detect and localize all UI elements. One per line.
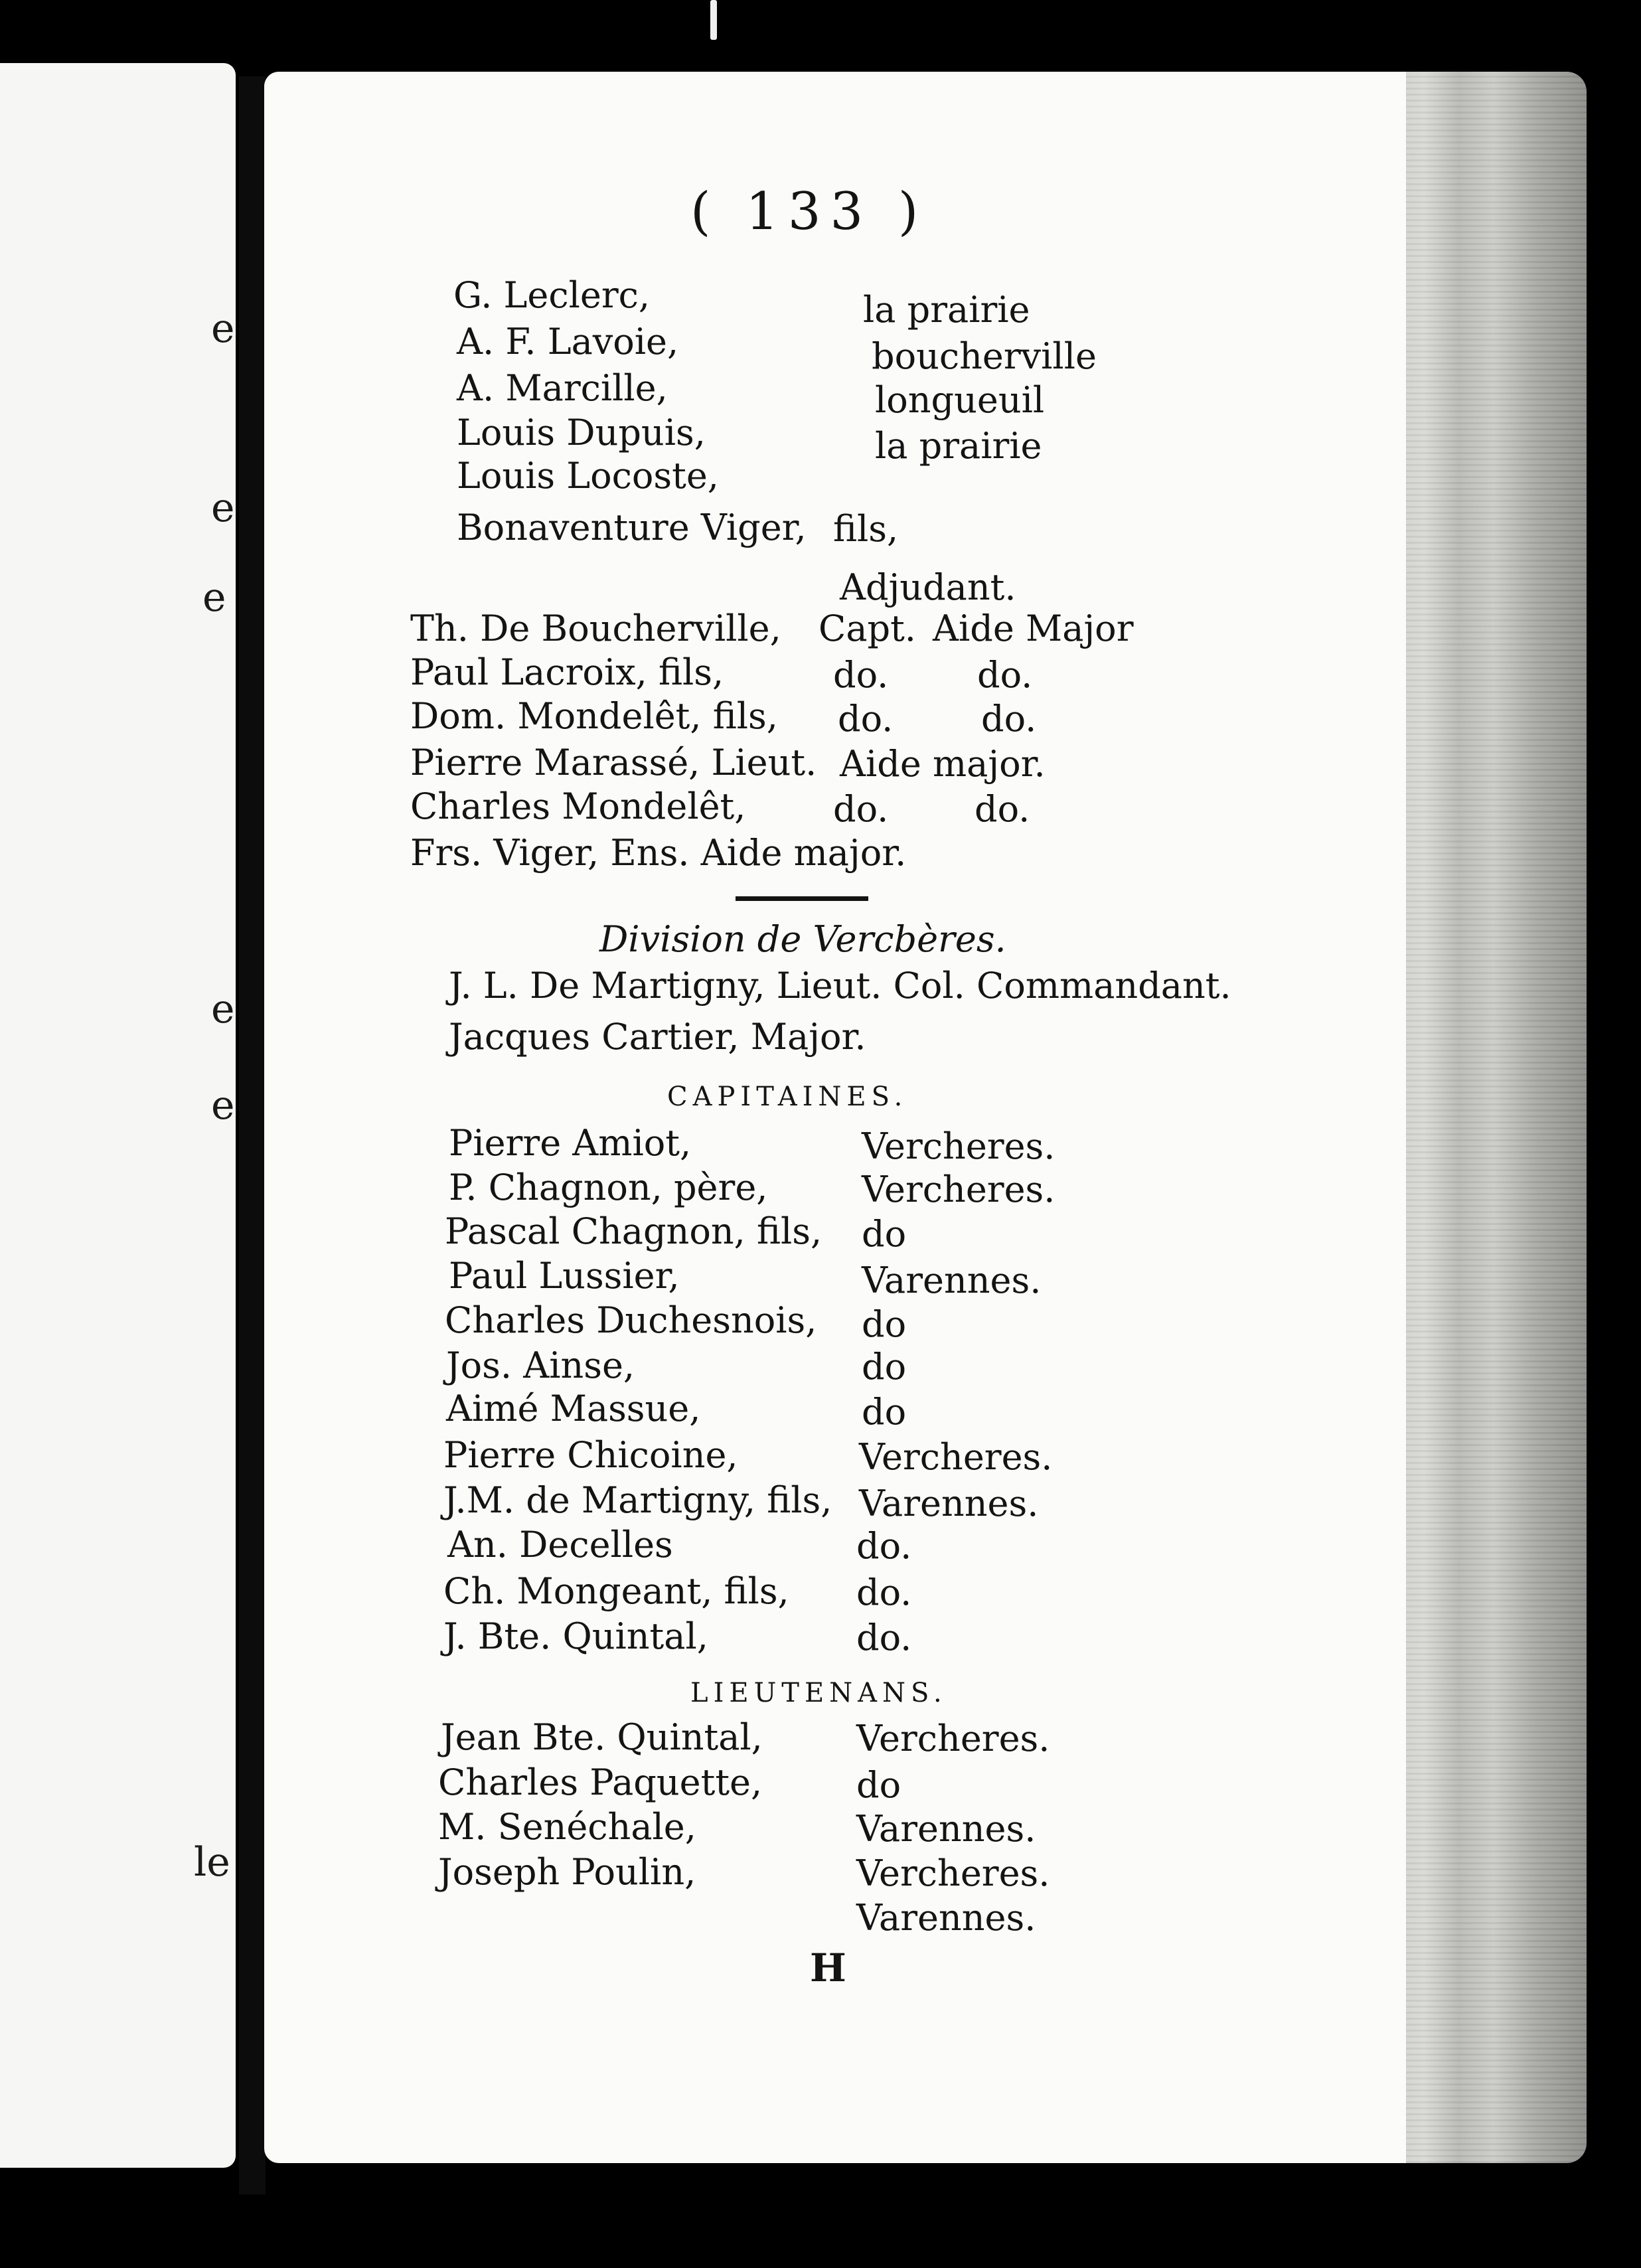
left-fragment: e — [211, 485, 235, 531]
list-item-name: G. Leclerc, — [453, 274, 651, 316]
major-line: Jacques Cartier, Major. — [449, 1016, 866, 1058]
left-fragment: le — [194, 1839, 230, 1886]
capitaine-name: Paul Lussier, — [449, 1255, 680, 1297]
right-page — [264, 72, 1406, 2163]
book-spine — [239, 76, 266, 2194]
lieutenant-name: Joseph Poulin, — [438, 1851, 696, 1893]
capitaine-place: do. — [856, 1617, 912, 1659]
staff-role: do. — [977, 654, 1033, 696]
staff-name: Frs. Viger, Ens. Aide major. — [410, 832, 907, 874]
page-number: ( 133 ) — [690, 182, 928, 242]
staff-role: Aide Major — [933, 608, 1134, 649]
list-item-name: Louis Dupuis, — [457, 412, 706, 453]
capitaine-name: Pascal Chagnon, fils, — [445, 1210, 822, 1252]
capitaine-place: do — [862, 1213, 907, 1255]
lieutenans-heading: LIEUTENANS. — [690, 1678, 947, 1708]
capitaine-name: Pierre Amiot, — [449, 1122, 692, 1164]
staff-rank: Aide major. — [840, 743, 1046, 785]
list-item-place: fils, — [833, 508, 899, 550]
staff-name: Pierre Marassé, Lieut. — [410, 742, 817, 783]
left-fragment: e — [211, 986, 235, 1032]
list-item-place: la prairie — [875, 425, 1042, 467]
lieutenant-place: Varennes. — [856, 1897, 1036, 1939]
capitaine-place: Vercheres. — [859, 1436, 1053, 1478]
capitaines-heading: CAPITAINES. — [667, 1082, 908, 1112]
division-title: Division de Vercbères. — [599, 918, 1006, 960]
lieutenant-name: M. Senéchale, — [438, 1806, 696, 1848]
staff-rank: do. — [838, 698, 894, 740]
left-fragment: e — [211, 305, 235, 352]
list-item-name: A. Marcille, — [457, 367, 668, 409]
left-page — [0, 63, 236, 2168]
list-item-name: Louis Locoste, — [457, 455, 719, 497]
list-item-name: A. F. Lavoie, — [457, 321, 679, 363]
capitaine-name: Jos. Ainse, — [446, 1344, 635, 1386]
lieutenant-place: Vercheres. — [856, 1718, 1050, 1759]
capitaine-place: do — [862, 1391, 907, 1433]
capitaine-name: J.M. de Martigny, fils, — [443, 1479, 832, 1521]
list-item-place: la prairie — [863, 289, 1030, 331]
lieutenant-place: Varennes. — [856, 1808, 1036, 1850]
capitaine-name: Ch. Mongeant, fils, — [443, 1570, 789, 1612]
top-mark — [710, 0, 717, 40]
staff-rank: do. — [833, 788, 889, 830]
staff-role: do. — [981, 698, 1037, 740]
capitaine-place: Vercheres. — [862, 1125, 1055, 1167]
capitaine-name: Pierre Chicoine, — [443, 1434, 738, 1476]
adjudant-label: Adjudant. — [840, 566, 1016, 608]
capitaine-name: Aimé Massue, — [446, 1388, 701, 1429]
section-divider — [736, 896, 868, 901]
lieutenant-name: Jean Bte. Quintal, — [441, 1716, 763, 1758]
list-item-place: boucherville — [872, 335, 1097, 377]
lieutenant-place: do — [856, 1764, 901, 1806]
lieutenant-place: Vercheres. — [856, 1852, 1050, 1894]
capitaine-place: do. — [856, 1525, 912, 1567]
capitaine-place: Vercheres. — [862, 1169, 1055, 1210]
capitaine-name: Charles Duchesnois, — [445, 1299, 817, 1341]
capitaine-name: P. Chagnon, père, — [449, 1167, 768, 1208]
staff-name: Th. De Boucherville, — [410, 608, 781, 649]
staff-name: Charles Mondelêt, — [410, 785, 746, 827]
staff-name: Paul Lacroix, fils, — [410, 651, 724, 693]
capitaine-place: do. — [856, 1572, 912, 1613]
capitaine-place: do — [862, 1346, 907, 1388]
staff-rank: Capt. — [819, 608, 916, 649]
staff-role: do. — [975, 788, 1030, 830]
capitaine-name: An. Decelles — [447, 1524, 673, 1566]
left-fragment: e — [202, 574, 226, 621]
signature-mark: H — [810, 1945, 846, 1990]
lieutenant-name: Charles Paquette, — [438, 1761, 763, 1803]
list-item-name: Bonaventure Viger, — [457, 507, 807, 548]
staff-rank: do. — [833, 654, 889, 696]
capitaine-place: Varennes. — [862, 1259, 1042, 1301]
capitaine-place: Varennes. — [859, 1483, 1039, 1524]
list-item-place: longueuil — [875, 379, 1045, 421]
capitaine-name: J. Bte. Quintal, — [443, 1615, 708, 1657]
left-fragment: e — [211, 1082, 235, 1129]
commandant-line: J. L. De Martigny, Lieut. Col. Commandant. — [449, 965, 1231, 1007]
capitaine-place: do — [862, 1303, 907, 1345]
staff-name: Dom. Mondelêt, fils, — [410, 695, 778, 737]
